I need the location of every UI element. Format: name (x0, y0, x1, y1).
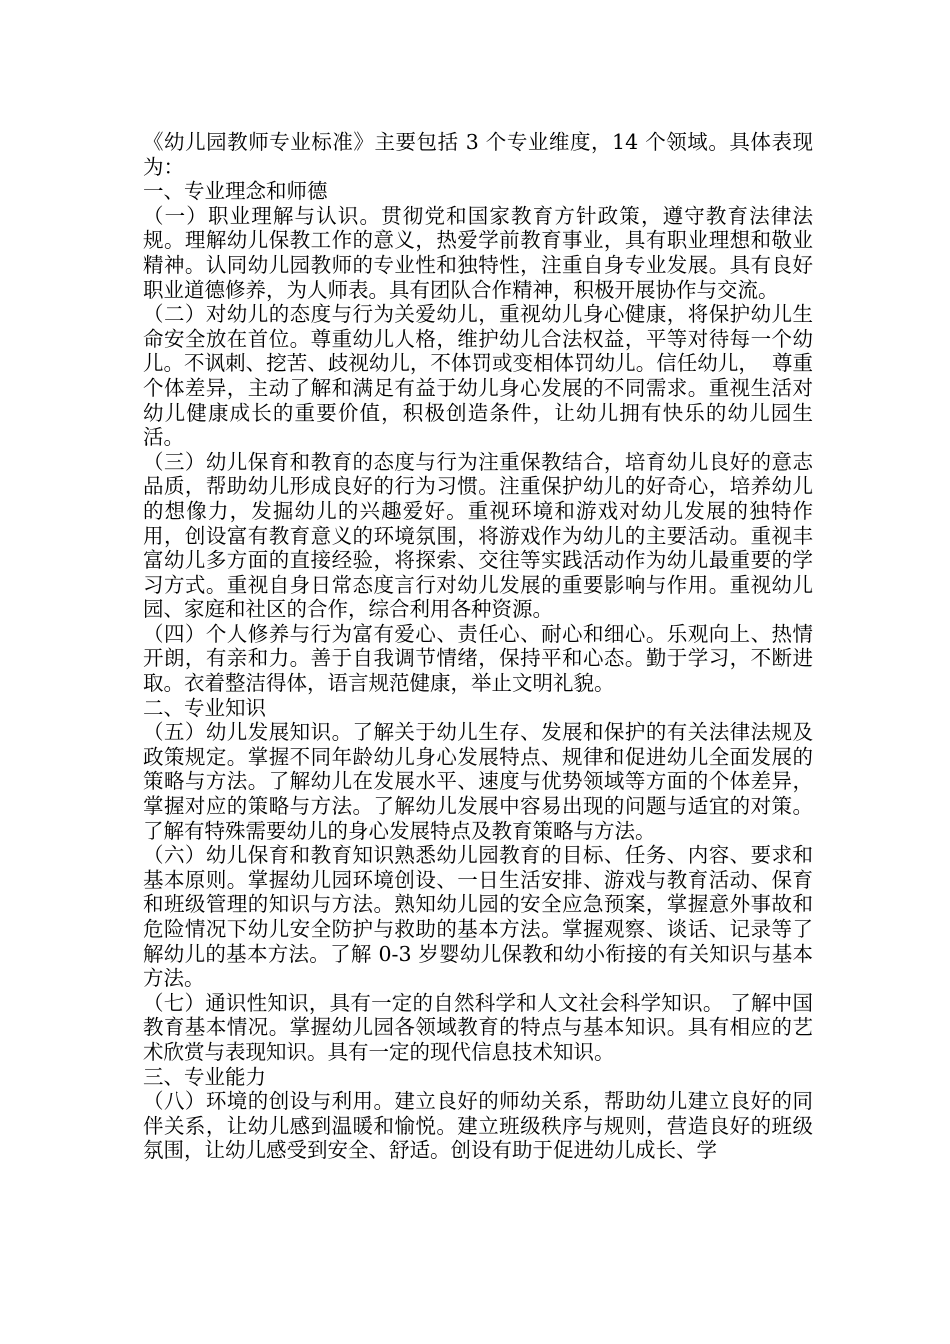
section-heading-3: 三、专业能力 (143, 1064, 266, 1089)
paragraph-7: （七）通识性知识，具有一定的自然科学和人文社会科学知识。 了解中国教育基本情况。掌握幼儿园各领域教育的特点与基本知识。具有相应的艺术欣赏与表现知识。具有一定的现代信息技术知识。 (143, 990, 813, 1064)
paragraph-3: （三）幼儿保育和教育的态度与行为注重保教结合，培育幼儿良好的意志品质，帮助幼儿形成良好的行为习惯。注重保护幼儿的好奇心，培养幼儿的想像力，发掘幼儿的兴趣爱好。重视环境和游戏对幼儿发展的独特作用，创设富有教育意义的环境氛围，将游戏作为幼儿的主要活动。重视丰富幼儿多方面的直接经验，将探索、交往等实践活动作为幼儿最重要的学习方式。重视自身日常态度言行对幼儿发展的重要影响与作用。重视幼儿园、家庭和社区的合作，综合利用各种资源。 (143, 449, 813, 622)
section-heading-1: 一、专业理念和师德 (143, 179, 328, 204)
paragraph-6: （六）幼儿保育和教育知识熟悉幼儿园教育的目标、任务、内容、要求和基本原则。掌握幼儿园环境创设、一日生活安排、游戏与教育活动、保育和班级管理的知识与方法。熟知幼儿园的安全应急预案，掌握意外事故和危险情况下幼儿安全防护与救助的基本方法。掌握观察、谈话、记录等了解幼儿的基本方法。了解 0-3 岁婴幼儿保教和幼小衔接的有关知识与基本方法。 (143, 843, 813, 991)
paragraph-2: （二）对幼儿的态度与行为关爱幼儿，重视幼儿身心健康，将保护幼儿生命安全放在首位。尊重幼儿人格，维护幼儿合法权益，平等对待每一个幼儿。不讽刺、挖苦、歧视幼儿，不体罚或变相体罚幼儿。信任幼儿， 尊重个体差异，主动了解和满足有益于幼儿身心发展的不同需求。重视生活对幼儿健康成长的重要价值，积极创造条件，让幼儿拥有快乐的幼儿园生活。 (143, 302, 813, 450)
paragraph-5: （五）幼儿发展知识。了解关于幼儿生存、发展和保护的有关法律法规及政策规定。掌握不同年龄幼儿身心发展特点、规律和促进幼儿全面发展的策略与方法。了解幼儿在发展水平、速度与优势领域等方面的个体差异，掌握对应的策略与方法。了解幼儿发展中容易出现的问题与适宜的对策。了解有特殊需要幼儿的身心发展特点及教育策略与方法。 (143, 720, 813, 843)
document-body (143, 130, 813, 1163)
paragraph-8: （八）环境的创设与利用。建立良好的师幼关系，帮助幼儿建立良好的同伴关系，让幼儿感到温暖和愉悦。建立班级秩序与规则，营造良好的班级氛围，让幼儿感受到安全、舒适。创设有助于促进幼儿成长、学 (143, 1089, 813, 1163)
intro-paragraph: 《幼儿园教师专业标准》主要包括 3 个专业维度，14 个领域。具体表现为： (143, 130, 813, 179)
section-heading-2: 二、专业知识 (143, 695, 266, 720)
paragraph-4: （四）个人修养与行为富有爱心、责任心、耐心和细心。乐观向上、热情开朗，有亲和力。善于自我调节情绪，保持平和心态。勤于学习，不断进取。衣着整洁得体，语言规范健康，举止文明礼貌。 (143, 621, 813, 696)
paragraph-1: （一）职业理解与认识。贯彻党和国家教育方针政策，遵守教育法律法规。理解幼儿保教工作的意义，热爱学前教育事业，具有职业理想和敬业精神。认同幼儿园教师的专业性和独特性，注重自身专业发展。具有良好职业道德修养，为人师表。具有团队合作精神，积极开展协作与交流。 (143, 203, 813, 302)
